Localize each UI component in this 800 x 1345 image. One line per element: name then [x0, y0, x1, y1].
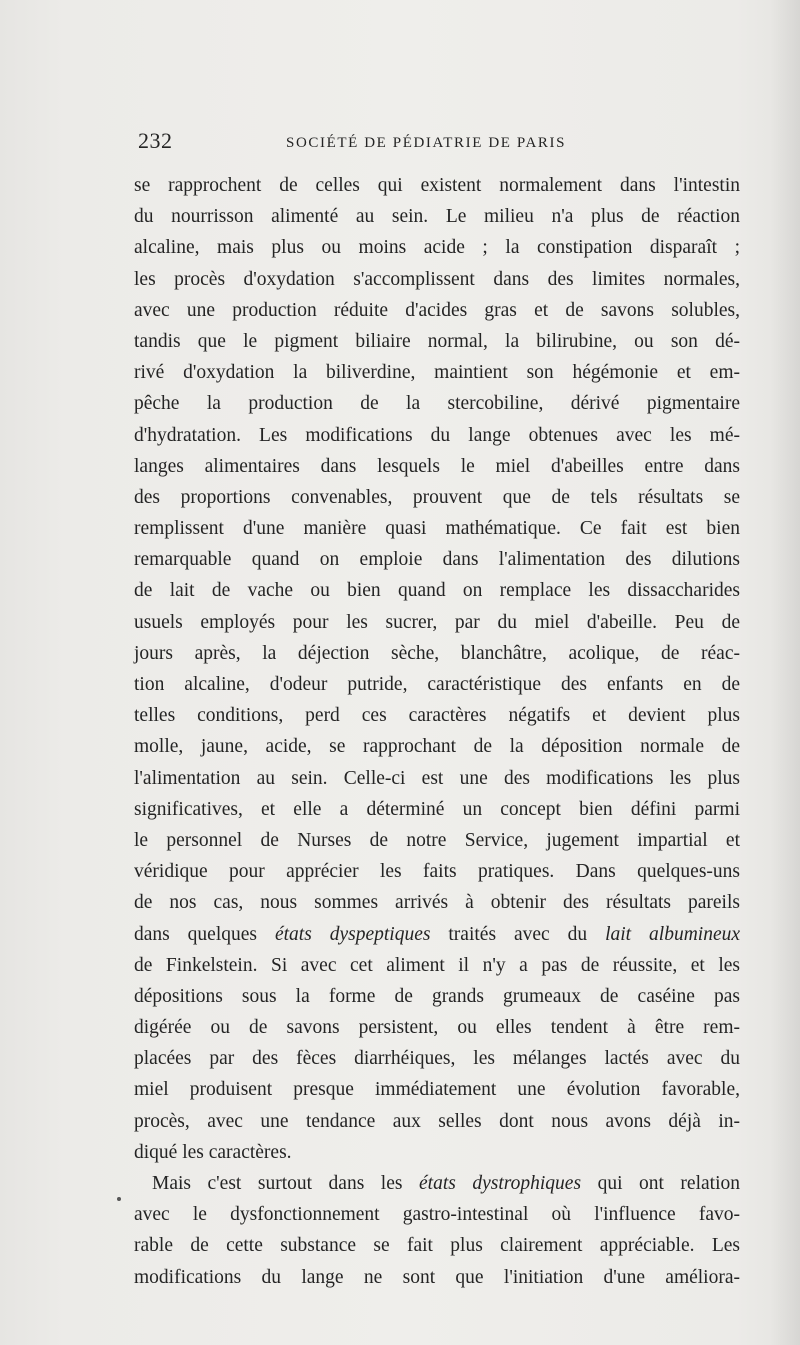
- body-text: [134, 170, 740, 1293]
- text-line: [134, 1230, 740, 1261]
- text-line: [134, 981, 740, 1012]
- text-line: [134, 950, 740, 981]
- text-segment: tion alcaline, d'odeur putride, caractéristique des enfants en de: [134, 674, 740, 695]
- text-segment: langes alimentaires dans lesquels le miel d'abeilles entre dans: [134, 455, 740, 477]
- text-line: [134, 607, 740, 638]
- text-line: [134, 295, 740, 326]
- text-segment: remarquable quand on emploie dans l'alimentation des dilutions: [134, 549, 740, 571]
- text-line: [134, 1106, 740, 1137]
- text-line: [134, 669, 740, 700]
- text-segment: de Finkelstein. Si avec cet aliment il n'y a pas de réussite, et les: [134, 954, 740, 976]
- text-line: [134, 482, 740, 513]
- text-segment: dans quelques: [134, 923, 275, 945]
- text-segment: traités avec du: [430, 923, 606, 945]
- running-head: SOCIÉTÉ DE PÉDIATRIE DE PARIS: [286, 135, 567, 151]
- text-segment: diqué les caractères.: [134, 1141, 292, 1163]
- italic-phrase: lait albumineux: [605, 923, 740, 945]
- text-line: [134, 357, 740, 388]
- text-segment: molle, jaune, acide, se rapprochant de la déposition normale de: [134, 736, 740, 758]
- page-edge-shadow: [770, 0, 800, 1345]
- text-line: [134, 201, 740, 232]
- text-segment: véridique pour apprécier les faits pratiques. Dans quelques-uns: [134, 861, 740, 883]
- text-segment: pêche la production de la stercobiline, dérivé pigmentaire: [134, 393, 740, 415]
- text-segment: remplissent d'une manière quasi mathématique. Ce fait est bien: [134, 518, 740, 540]
- text-segment: le personnel de Nurses de notre Service, jugement impartial et: [134, 829, 740, 851]
- text-segment: tandis que le pigment biliaire normal, la bilirubine, ou son dé-: [134, 330, 740, 352]
- text-line: [134, 887, 740, 918]
- text-segment: des proportions convenables, prouvent que de tels résultats se: [134, 486, 740, 508]
- text-segment: se rapprochent de celles qui existent normalement dans l'intestin: [134, 175, 740, 196]
- text-line: [134, 700, 740, 731]
- text-segment: de lait de vache ou bien quand on remplace les dissaccharides: [134, 580, 740, 602]
- text-segment: placées par des fèces diarrhéiques, les mélanges lactés avec du: [134, 1048, 740, 1070]
- text-segment: avec le dysfonctionnement gastro-intestinal où l'influence favo-: [134, 1204, 740, 1226]
- text-line: [134, 232, 740, 263]
- text-line: [134, 420, 740, 451]
- text-line: [134, 388, 740, 419]
- text-line: [134, 513, 740, 544]
- text-line: [134, 1199, 740, 1230]
- text-line: [134, 575, 740, 606]
- text-segment: digérée ou de savons persistent, ou elles tendent à être rem-: [134, 1017, 740, 1039]
- text-line: [134, 1074, 740, 1105]
- text-line: [134, 825, 740, 856]
- text-line: [134, 763, 740, 794]
- text-line: [134, 856, 740, 887]
- text-segment: usuels employés pour les sucrer, par du miel d'abeille. Peu de: [134, 611, 740, 633]
- text-segment: telles conditions, perd ces caractères négatifs et devient plus: [134, 705, 740, 727]
- text-line: [134, 731, 740, 762]
- text-segment: les procès d'oxydation s'accomplissent dans des limites normales,: [134, 268, 740, 290]
- text-line: [134, 170, 740, 201]
- text-segment: jours après, la déjection sèche, blanchâtre, acolique, de réac-: [134, 642, 740, 664]
- text-line: [134, 794, 740, 825]
- text-line: [134, 638, 740, 669]
- text-segment: rable de cette substance se fait plus clairement appréciable. Les: [134, 1235, 740, 1257]
- text-line: [134, 451, 740, 482]
- text-line: [134, 326, 740, 357]
- italic-phrase: états dystrophiques: [419, 1173, 582, 1194]
- text-segment: procès, avec une tendance aux selles dont nous avons déjà in-: [134, 1110, 740, 1132]
- text-line: [134, 919, 740, 950]
- text-segment: rivé d'oxydation la biliverdine, maintient son hégémonie et em-: [134, 362, 740, 384]
- page-header: [138, 128, 738, 158]
- text-segment: l'alimentation au sein. Celle-ci est une des modifications les plus: [134, 767, 740, 789]
- text-segment: modifications du lange ne sont que l'initiation d'une améliora-: [134, 1266, 740, 1288]
- text-segment: de nos cas, nous sommes arrivés à obtenir des résultats pareils: [134, 892, 740, 914]
- text-segment: d'hydratation. Les modifications du lange obtenues avec les mé-: [134, 424, 740, 446]
- italic-phrase: états dyspeptiques: [274, 923, 431, 945]
- page-number: 232: [138, 128, 173, 153]
- text-line: [134, 264, 740, 295]
- text-line: [134, 544, 740, 575]
- text-line: [134, 1043, 740, 1074]
- text-segment: du nourrisson alimenté au sein. Le milieu n'a plus de réaction: [134, 206, 740, 228]
- print-speck: [117, 1197, 121, 1201]
- text-segment: qui ont relation: [581, 1173, 740, 1194]
- text-segment: alcaline, mais plus ou moins acide ; la constipation disparaît ;: [134, 237, 740, 259]
- text-segment: significatives, et elle a déterminé un concept bien défini parmi: [134, 798, 740, 820]
- text-segment: miel produisent presque immédiatement une évolution favorable,: [134, 1079, 740, 1101]
- text-segment: Mais c'est surtout dans les: [152, 1173, 419, 1194]
- text-line: [134, 1168, 740, 1199]
- text-line: [134, 1012, 740, 1043]
- text-segment: avec une production réduite d'acides gras et de savons solubles,: [134, 299, 740, 321]
- text-line: [134, 1262, 740, 1293]
- text-segment: dépositions sous la forme de grands grumeaux de caséine pas: [134, 985, 740, 1007]
- text-line: [134, 1137, 740, 1168]
